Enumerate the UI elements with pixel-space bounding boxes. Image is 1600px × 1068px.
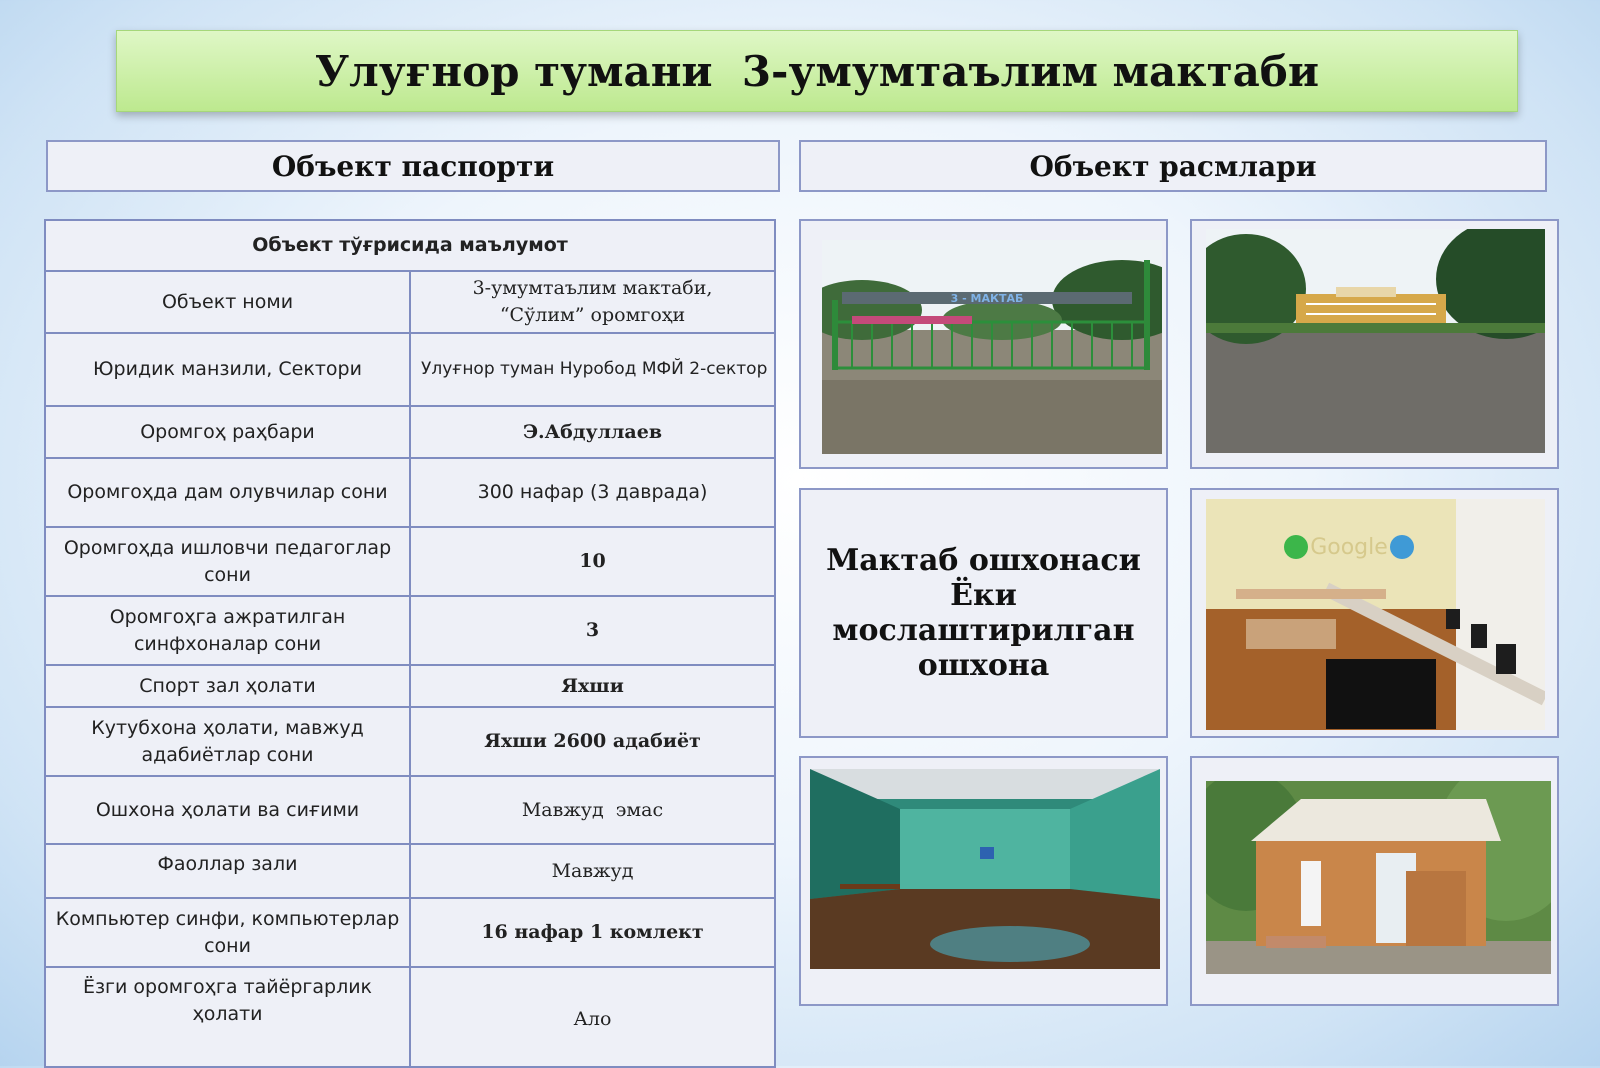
row-label: Ёзги оромгоҳга тайёргарлик ҳолати — [45, 967, 410, 1067]
table-row — [45, 333, 775, 406]
page-title: Улуғнор тумани 3-умумтаълим мактаби — [315, 46, 1319, 96]
table-row — [45, 776, 775, 844]
row-value: Мавжуд — [410, 844, 775, 898]
table-row — [45, 898, 775, 967]
row-label: Оромгоҳда дам олувчилар сони — [45, 458, 410, 527]
row-label: Юридик манзили, Сектори — [45, 333, 410, 406]
computer-room-photo — [1206, 499, 1545, 730]
row-label: Спорт зал ҳолати — [45, 665, 410, 707]
kitchen-note — [801, 490, 1166, 736]
table-row — [45, 665, 775, 707]
kitchen-note-line: ошхона — [917, 648, 1050, 683]
school-gate-photo — [822, 240, 1162, 454]
table-row — [45, 527, 775, 596]
table-row — [45, 844, 775, 898]
row-label: Ошхона ҳолати ва сиғими — [45, 776, 410, 844]
row-value: 300 нафар (3 даврада) — [410, 458, 775, 527]
kitchen-building-photo — [1206, 781, 1551, 974]
table-row — [45, 596, 775, 665]
row-value: Яхши 2600 адабиёт — [410, 707, 775, 776]
kitchen-note-line: Ёки — [950, 578, 1017, 613]
table-row — [45, 271, 775, 333]
row-value: 3 — [410, 596, 775, 665]
table-header: Объект тўғрисида маълумот — [45, 220, 775, 271]
school-building-photo — [1206, 229, 1545, 453]
row-value-line: “Сўлим” оромгоҳи — [499, 304, 686, 326]
gate-sign-text: 3 - МАКТАБ — [950, 292, 1024, 305]
row-value: Улуғнор туман Нуробод МФЙ 2-сектор — [410, 333, 775, 406]
row-value: 16 нафар 1 комлект — [410, 898, 775, 967]
row-value: Э.Абдуллаев — [410, 406, 775, 458]
passport-header — [46, 140, 780, 192]
row-label: Компьютер синфи, компьютерлар сони — [45, 898, 410, 967]
kitchen-note-line: Мактаб ошхонаси — [826, 543, 1141, 578]
row-value-line: 3-умумтаълим мактаби, — [472, 277, 713, 299]
row-label: Кутубхона ҳолати, мавжуд адабиётлар сони — [45, 707, 410, 776]
row-label: Оромгоҳга ажратилган синфхоналар сони — [45, 596, 410, 665]
object-info-table — [44, 219, 776, 1068]
google-logo-text: Google — [1310, 535, 1388, 560]
row-value: 10 — [410, 527, 775, 596]
photos-header — [799, 140, 1547, 192]
title-banner — [116, 30, 1518, 112]
row-label: Объект номи — [45, 271, 410, 333]
passport-header-label: Объект паспорти — [271, 149, 555, 183]
row-value: Ало — [410, 967, 775, 1067]
table-row — [45, 967, 775, 1067]
row-label: Фаоллар зали — [45, 844, 410, 898]
table-row — [45, 406, 775, 458]
row-value: Мавжуд эмас — [410, 776, 775, 844]
row-value — [410, 271, 775, 333]
photos-header-label: Объект расмлари — [1029, 149, 1317, 183]
kitchen-note-line: мослаштирилган — [832, 613, 1135, 648]
row-label: Оромгоҳ раҳбари — [45, 406, 410, 458]
table-row — [45, 707, 775, 776]
row-label: Оромгоҳда ишловчи педагоглар сони — [45, 527, 410, 596]
row-value: Яхши — [410, 665, 775, 707]
gym-photo — [810, 769, 1160, 969]
table-row — [45, 458, 775, 527]
